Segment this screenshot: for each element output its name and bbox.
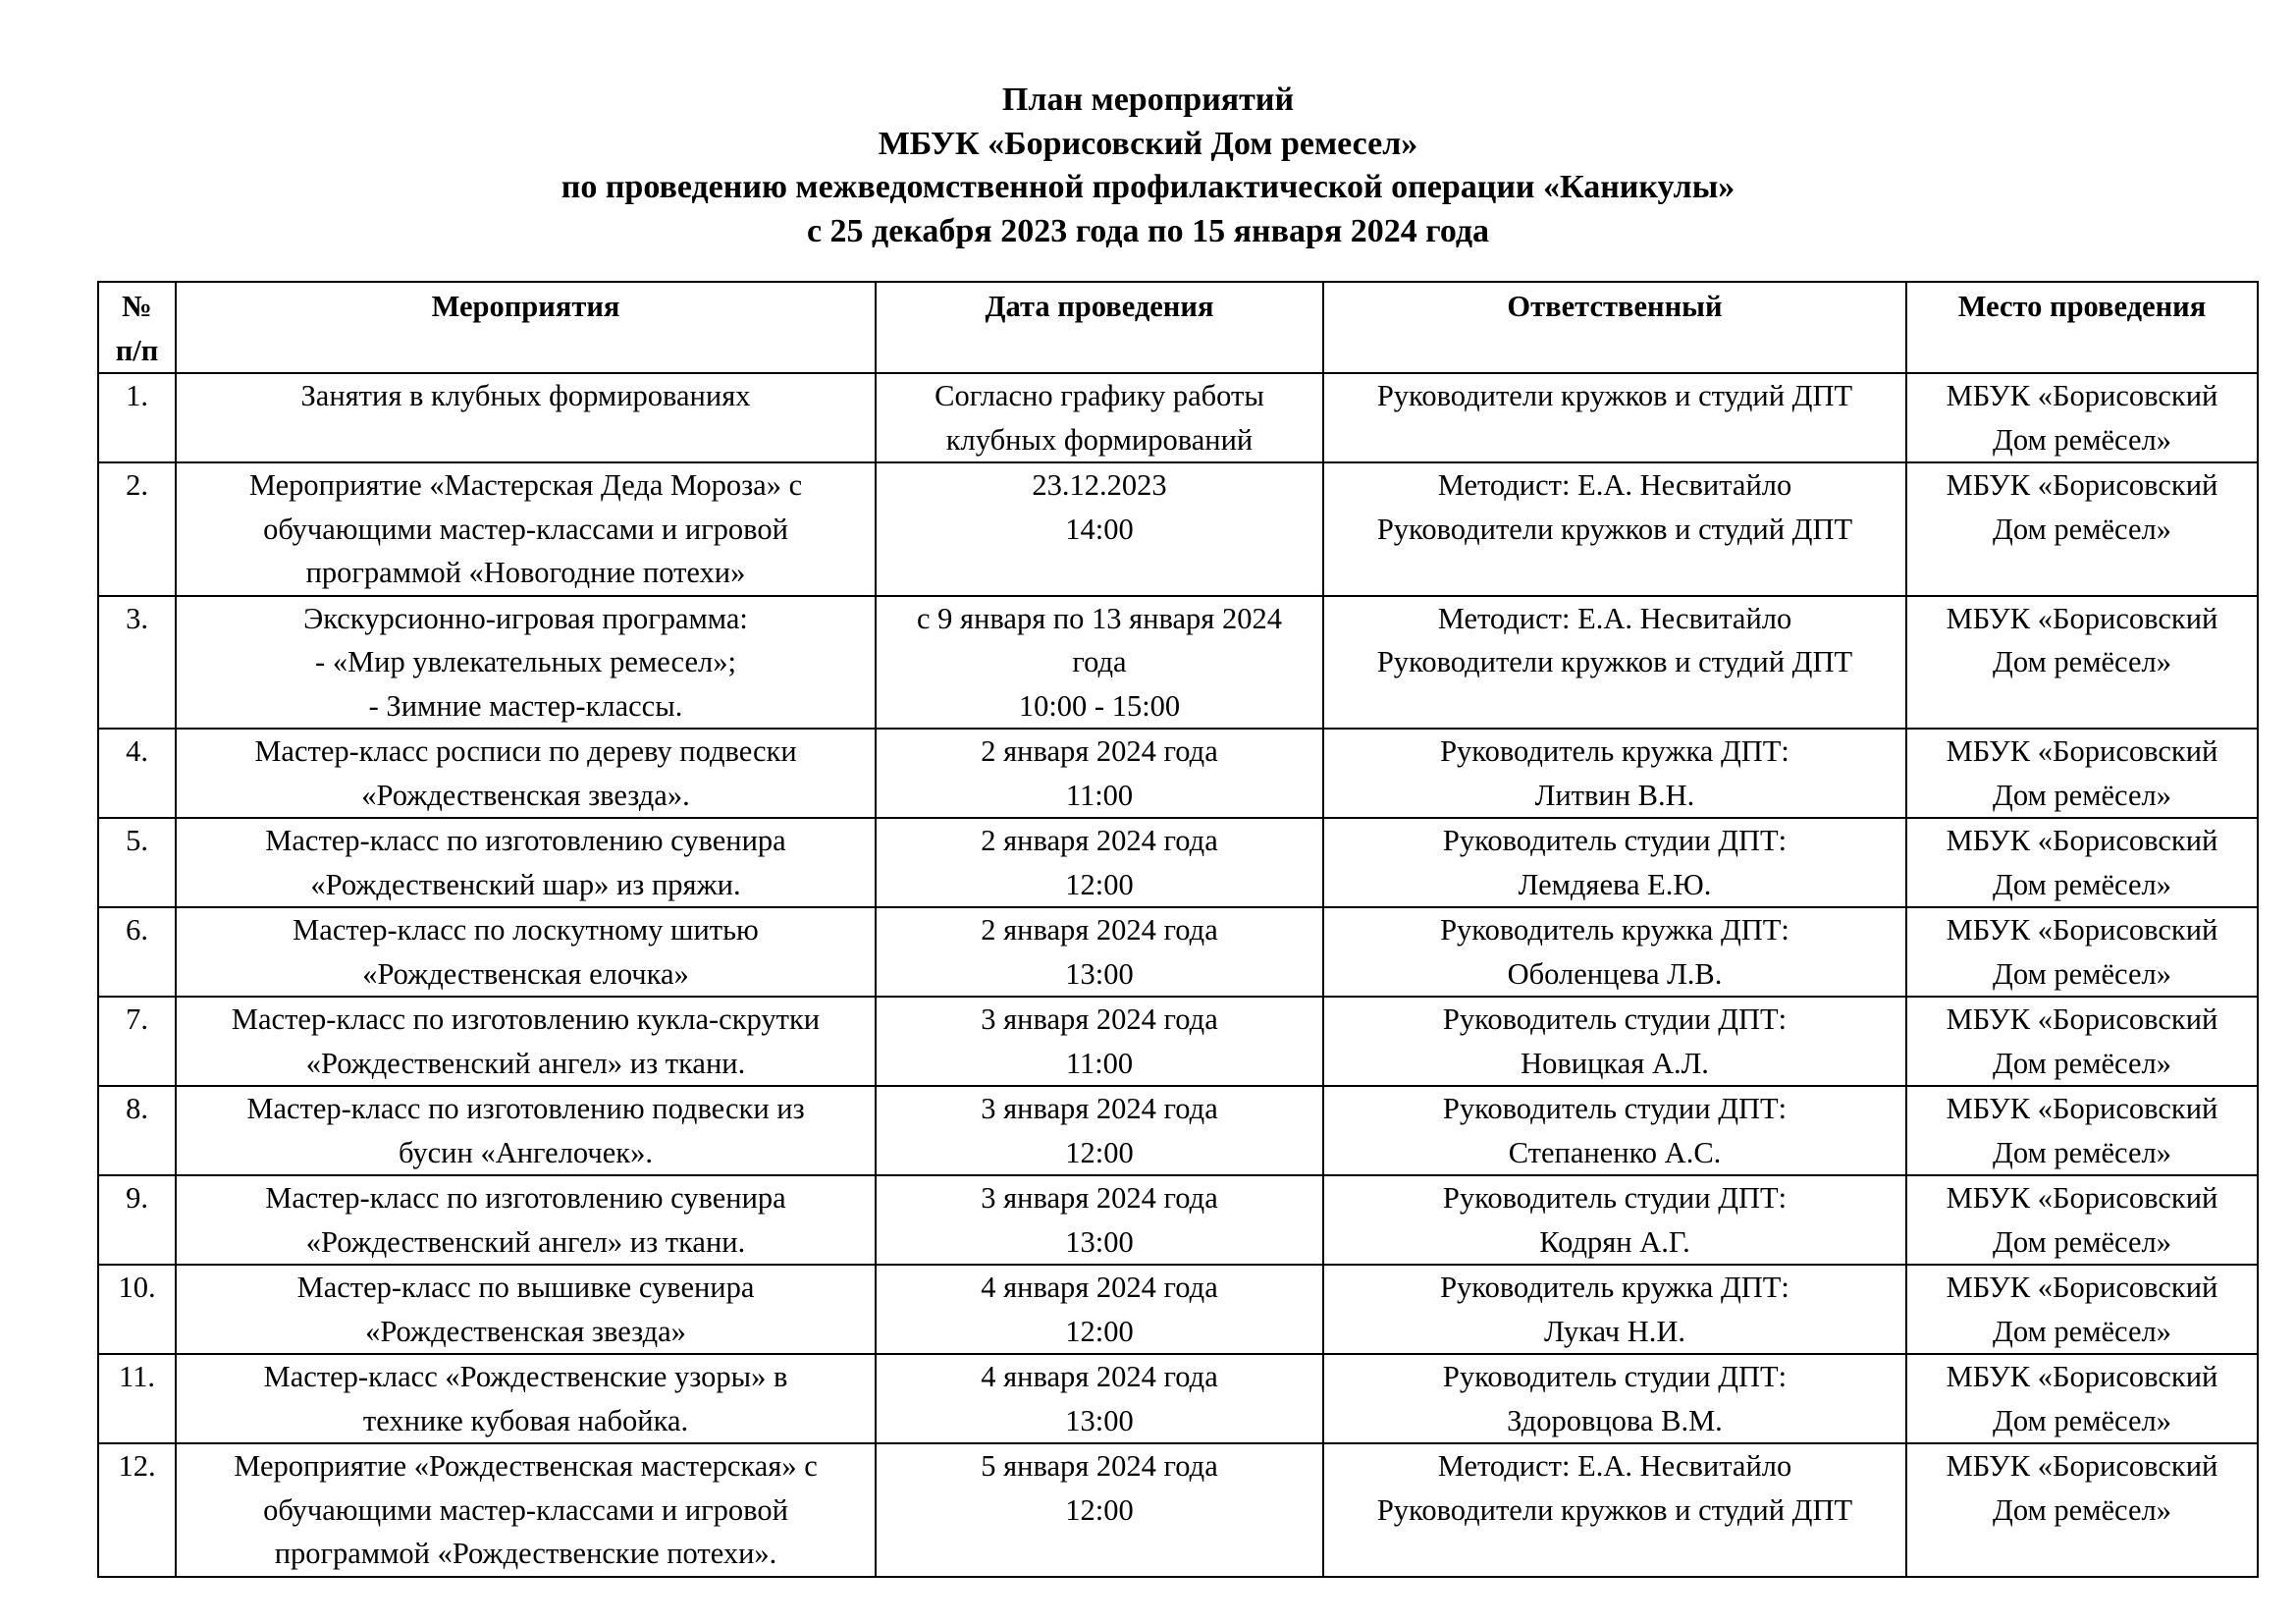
- date-line: клубных формирований: [945, 422, 1254, 457]
- date-cell: [876, 1443, 1323, 1577]
- table-row: [98, 1443, 2258, 1577]
- row-number: 8.: [98, 1086, 176, 1175]
- event-line: программой «Новогодние потехи»: [305, 556, 746, 589]
- date-line: года: [1072, 645, 1127, 678]
- header-event: Мероприятия: [176, 282, 876, 373]
- event-cell: [176, 997, 876, 1086]
- responsible-line: Руководитель студии ДПТ:: [1442, 1360, 1788, 1393]
- date-line: 5 января 2024 года: [981, 1449, 1218, 1483]
- place-line: МБУК «Борисовский: [1946, 1092, 2218, 1125]
- header-number-line-2: п/п: [115, 333, 159, 367]
- header-number-line-1: №: [122, 290, 152, 323]
- table-row: [98, 907, 2258, 997]
- date-line: 13:00: [1065, 956, 1134, 991]
- table-row: [98, 596, 2258, 730]
- row-number: 2.: [98, 462, 176, 596]
- responsible-line: Руководитель студии ДПТ:: [1442, 1092, 1788, 1125]
- responsible-cell: [1323, 596, 1906, 730]
- responsible-line: Методист: Е.А. Несвитайло: [1437, 468, 1792, 502]
- event-line: Мероприятие «Рождественская мастерская» с: [234, 1449, 818, 1483]
- place-line: Дом ремёсел»: [1993, 1403, 2171, 1437]
- table-row: [98, 1354, 2258, 1443]
- place-line: Дом ремёсел»: [1993, 1492, 2171, 1527]
- date-line: 4 января 2024 года: [981, 1360, 1218, 1393]
- row-number: 5.: [98, 818, 176, 907]
- responsible-line: Руководитель студии ДПТ:: [1442, 824, 1788, 857]
- event-line: Мастер-класс по вышивке сувенира: [296, 1271, 755, 1304]
- title-line-2: МБУК «Борисовский Дом ремесел»: [878, 125, 1418, 162]
- table-row: [98, 462, 2258, 596]
- event-cell: [176, 729, 876, 818]
- responsible-line: Руководитель студии ДПТ:: [1442, 1181, 1788, 1215]
- date-line: 14:00: [1065, 512, 1134, 546]
- event-line: бусин «Ангелочек».: [399, 1135, 653, 1169]
- date-line: 2 января 2024 года: [981, 913, 1218, 947]
- table-row: [98, 1265, 2258, 1354]
- responsible-line: Руководители кружков и студий ДПТ: [1376, 512, 1853, 546]
- date-line: 3 января 2024 года: [981, 1092, 1218, 1125]
- date-line: 10:00 - 15:00: [1018, 688, 1181, 723]
- date-line: 4 января 2024 года: [981, 1271, 1218, 1304]
- responsible-line: Новицкая А.Л.: [1521, 1046, 1709, 1080]
- row-number: 4.: [98, 729, 176, 818]
- responsible-line: Руководитель кружка ДПТ:: [1440, 734, 1789, 768]
- date-cell: [876, 1175, 1323, 1265]
- responsible-cell: [1323, 373, 1906, 462]
- responsible-cell: [1323, 1443, 1906, 1577]
- place-line: МБУК «Борисовский: [1946, 1002, 2218, 1036]
- responsible-line: Руководители кружков и студий ДПТ: [1376, 1492, 1853, 1527]
- responsible-line: Руководитель кружка ДПТ:: [1440, 913, 1789, 947]
- header-date: Дата проведения: [876, 282, 1323, 373]
- event-cell: [176, 1443, 876, 1577]
- event-line: «Рождественская звезда».: [361, 778, 690, 812]
- place-line: МБУК «Борисовский: [1946, 468, 2218, 502]
- event-line: «Рождественский шар» из пряжи.: [310, 867, 741, 901]
- row-number: 12.: [98, 1443, 176, 1577]
- table-row: [98, 818, 2258, 907]
- event-line: «Рождественский ангел» из ткани.: [305, 1224, 746, 1259]
- place-cell: [1906, 1175, 2258, 1265]
- table-header-row: [98, 282, 2258, 373]
- responsible-line: Литвин В.Н.: [1534, 778, 1695, 812]
- date-cell: [876, 596, 1323, 730]
- place-line: Дом ремёсел»: [1993, 1135, 2171, 1169]
- title-line-4: с 25 декабря 2023 года по 15 января 2024 года: [806, 212, 1490, 249]
- date-cell: [876, 462, 1323, 596]
- place-line: Дом ремёсел»: [1993, 1224, 2171, 1259]
- place-line: МБУК «Борисовский: [1946, 1271, 2218, 1304]
- responsible-cell: [1323, 1354, 1906, 1443]
- responsible-line: Руководитель кружка ДПТ:: [1440, 1271, 1789, 1304]
- event-cell: [176, 1086, 876, 1175]
- place-line: Дом ремёсел»: [1993, 867, 2171, 901]
- row-number: 9.: [98, 1175, 176, 1265]
- date-cell: [876, 1086, 1323, 1175]
- responsible-cell: [1323, 1265, 1906, 1354]
- place-line: Дом ремёсел»: [1993, 512, 2171, 546]
- title-line-1: План мероприятий: [1001, 81, 1295, 118]
- row-number: 11.: [98, 1354, 176, 1443]
- event-cell: [176, 1265, 876, 1354]
- event-line: Мастер-класс «Рождественские узоры» в: [263, 1360, 788, 1393]
- title-line-3: по проведению межведомственной профилактической операции «Каникулы»: [561, 169, 1735, 205]
- row-number: 1.: [98, 373, 176, 462]
- event-cell: [176, 818, 876, 907]
- place-line: МБУК «Борисовский: [1946, 734, 2218, 768]
- event-line: Мастер-класс по изготовлению сувенира: [265, 824, 786, 857]
- place-cell: [1906, 1265, 2258, 1354]
- place-line: МБУК «Борисовский: [1946, 1360, 2218, 1393]
- responsible-line: Руководители кружков и студий ДПТ: [1376, 645, 1853, 678]
- responsible-line: Руководитель студии ДПТ:: [1442, 1002, 1788, 1036]
- date-cell: [876, 1354, 1323, 1443]
- event-line: Мастер-класс по изготовлению подвески из: [246, 1092, 805, 1125]
- event-line: Мероприятие «Мастерская Деда Мороза» с: [248, 468, 803, 502]
- place-cell: [1906, 818, 2258, 907]
- place-cell: [1906, 729, 2258, 818]
- date-line: 12:00: [1065, 1135, 1134, 1169]
- place-cell: [1906, 1443, 2258, 1577]
- events-table: [97, 281, 2259, 1578]
- place-line: МБУК «Борисовский: [1946, 379, 2218, 412]
- responsible-cell: [1323, 1086, 1906, 1175]
- date-line: 11:00: [1065, 778, 1134, 812]
- event-line: Мастер-класс по лоскутному шитью: [293, 913, 759, 947]
- place-cell: [1906, 462, 2258, 596]
- place-line: Дом ремёсел»: [1993, 645, 2171, 678]
- table-row: [98, 1175, 2258, 1265]
- date-line: 13:00: [1065, 1403, 1134, 1437]
- place-line: МБУК «Борисовский: [1946, 824, 2218, 857]
- responsible-line: Здоровцова В.М.: [1507, 1403, 1723, 1437]
- header-place: Место проведения: [1906, 282, 2258, 373]
- event-line: «Рождественский ангел» из ткани.: [305, 1046, 746, 1080]
- event-cell: [176, 1354, 876, 1443]
- event-cell: [176, 1175, 876, 1265]
- place-line: МБУК «Борисовский: [1946, 601, 2218, 635]
- event-line: - Зимние мастер-классы.: [368, 688, 683, 723]
- document-title: [0, 79, 2296, 253]
- event-line: - «Мир увлекательных ремесел»;: [315, 645, 736, 678]
- header-number: [98, 282, 176, 373]
- date-line: Согласно графику работы: [934, 379, 1264, 412]
- header-responsible: Ответственный: [1323, 282, 1906, 373]
- place-cell: [1906, 1354, 2258, 1443]
- responsible-line: Лукач Н.И.: [1543, 1314, 1686, 1348]
- place-cell: [1906, 596, 2258, 730]
- place-line: Дом ремёсел»: [1993, 778, 2171, 812]
- date-cell: [876, 818, 1323, 907]
- date-line: 11:00: [1065, 1046, 1134, 1080]
- date-cell: [876, 373, 1323, 462]
- table-row: [98, 729, 2258, 818]
- date-line: 12:00: [1065, 1314, 1134, 1348]
- event-line: «Рождественская звезда»: [365, 1314, 686, 1348]
- place-cell: [1906, 1086, 2258, 1175]
- row-number: 3.: [98, 596, 176, 730]
- date-line: 23.12.2023: [1032, 468, 1167, 502]
- place-cell: [1906, 997, 2258, 1086]
- place-line: Дом ремёсел»: [1993, 956, 2171, 991]
- event-line: «Рождественская елочка»: [362, 956, 689, 991]
- date-line: 3 января 2024 года: [981, 1181, 1218, 1215]
- date-cell: [876, 907, 1323, 997]
- place-line: Дом ремёсел»: [1993, 1046, 2171, 1080]
- responsible-line: Лемдяева Е.Ю.: [1518, 867, 1712, 901]
- event-line: Занятия в клубных формированиях: [300, 379, 751, 412]
- date-line: 12:00: [1065, 1492, 1134, 1527]
- table-row: [98, 373, 2258, 462]
- place-cell: [1906, 907, 2258, 997]
- date-line: 12:00: [1065, 867, 1134, 901]
- place-line: Дом ремёсел»: [1993, 1314, 2171, 1348]
- place-line: МБУК «Борисовский: [1946, 913, 2218, 947]
- event-line: обучающими мастер-классами и игровой: [263, 512, 788, 546]
- date-line: с 9 января по 13 января 2024: [917, 601, 1282, 635]
- event-line: технике кубовая набойка.: [362, 1403, 689, 1437]
- event-line: программой «Рождественские потехи».: [274, 1537, 777, 1570]
- responsible-line: Руководители кружков и студий ДПТ: [1376, 379, 1853, 412]
- responsible-line: Методист: Е.А. Несвитайло: [1437, 601, 1792, 635]
- responsible-cell: [1323, 1175, 1906, 1265]
- responsible-line: Кодрян А.Г.: [1539, 1224, 1690, 1259]
- date-cell: [876, 1265, 1323, 1354]
- responsible-cell: [1323, 997, 1906, 1086]
- event-cell: [176, 462, 876, 596]
- event-line: обучающими мастер-классами и игровой: [263, 1492, 788, 1527]
- event-line: Мастер-класс росписи по дереву подвески: [254, 734, 797, 768]
- responsible-cell: [1323, 729, 1906, 818]
- table-row: [98, 1086, 2258, 1175]
- row-number: 10.: [98, 1265, 176, 1354]
- place-cell: [1906, 373, 2258, 462]
- responsible-cell: [1323, 462, 1906, 596]
- date-cell: [876, 729, 1323, 818]
- place-line: МБУК «Борисовский: [1946, 1181, 2218, 1215]
- responsible-line: Оболенцева Л.В.: [1507, 956, 1723, 991]
- place-line: МБУК «Борисовский: [1946, 1449, 2218, 1483]
- place-line: Дом ремёсел»: [1993, 422, 2171, 457]
- responsible-line: Степаненко А.С.: [1508, 1135, 1722, 1169]
- row-number: 7.: [98, 997, 176, 1086]
- event-line: Мастер-класс по изготовлению кукла-скрутки: [231, 1002, 821, 1036]
- date-line: 2 января 2024 года: [981, 734, 1218, 768]
- date-cell: [876, 997, 1323, 1086]
- date-line: 3 января 2024 года: [981, 1002, 1218, 1036]
- date-line: 13:00: [1065, 1224, 1134, 1259]
- row-number: 6.: [98, 907, 176, 997]
- event-cell: [176, 907, 876, 997]
- event-line: Мастер-класс по изготовлению сувенира: [265, 1181, 786, 1215]
- responsible-line: Методист: Е.А. Несвитайло: [1437, 1449, 1792, 1483]
- event-line: Экскурсионно-игровая программа:: [303, 601, 748, 635]
- responsible-cell: [1323, 907, 1906, 997]
- event-cell: [176, 373, 876, 462]
- table-row: [98, 997, 2258, 1086]
- date-line: 2 января 2024 года: [981, 824, 1218, 857]
- event-cell: [176, 596, 876, 730]
- responsible-cell: [1323, 818, 1906, 907]
